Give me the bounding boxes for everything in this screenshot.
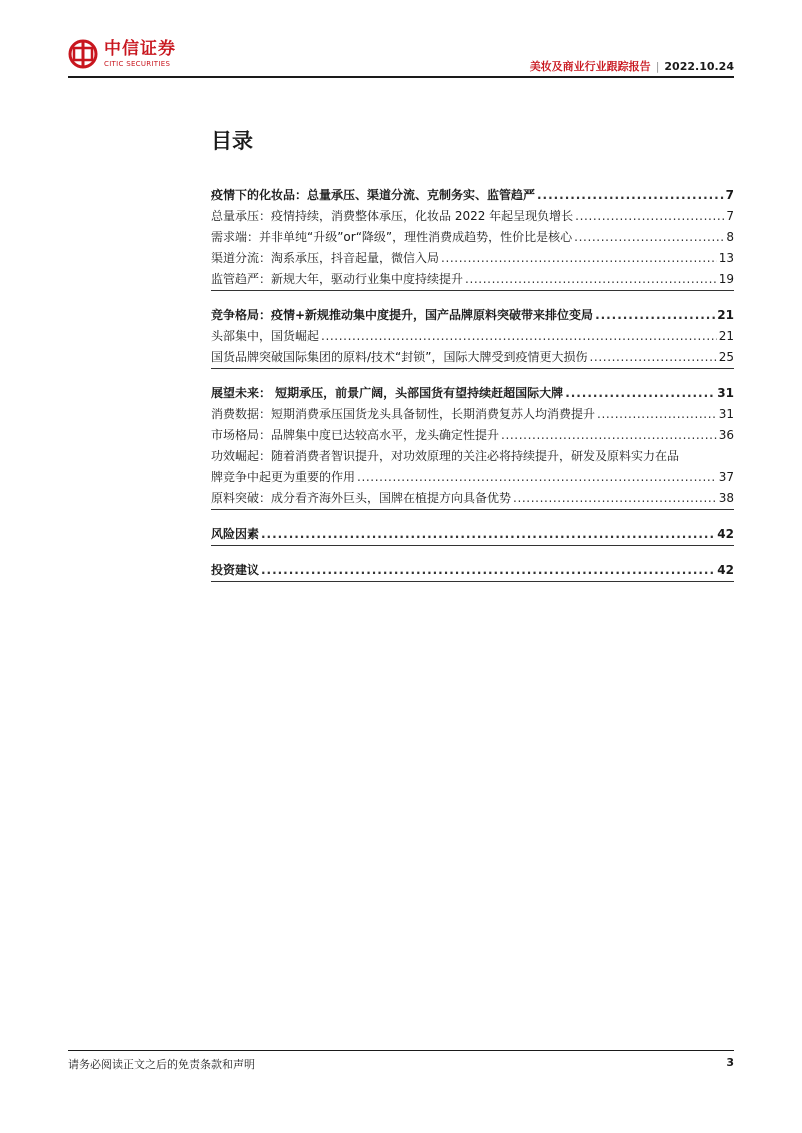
dot-leader [574,227,724,248]
toc-entry-sub[interactable] [211,488,734,509]
toc-entry-label: 功效崛起：随着消费者智识提升，对功效原理的关注必将持续提升，研发及原料实力在品 [211,449,680,463]
dot-leader [597,404,717,425]
toc-entry-label-continued: 牌竞争中起更为重要的作用 [211,470,356,484]
toc-entry-sub[interactable] [211,269,734,290]
citic-logo-icon [68,39,98,69]
dot-leader [261,560,715,581]
toc-entry-sub[interactable] [211,404,734,425]
report-title: 美妆及商业行业跟踪报告 [529,60,651,73]
toc-entry-sub[interactable] [211,446,734,488]
toc-section-1 [211,185,734,291]
dot-leader [575,206,724,227]
toc-entry-page: 8 [726,230,734,244]
dot-leader [501,425,717,446]
toc-entry-page: 36 [718,428,734,442]
toc-section-3 [211,383,734,510]
page-title: 目录 [211,129,253,153]
toc-entry-main[interactable] [211,383,734,404]
page-header [68,36,734,76]
toc-entry-label: 疫情下的化妆品：总量承压、渠道分流、克制务实、监管趋严 [211,188,536,202]
toc-entry-label: 风险因素 [211,527,260,541]
dot-leader [589,347,716,368]
dot-leader [357,467,717,488]
dot-leader [565,383,715,404]
toc-entry-sub[interactable] [211,248,734,269]
toc-entry-label: 需求端：并非单纯“升级”or“降级”，理性消费成趋势，性价比是核心 [211,230,573,244]
toc-entry-page: 21 [718,329,734,343]
toc-entry-page: 25 [718,350,734,364]
toc-entry-main[interactable] [211,524,734,545]
toc-entry-page: 42 [717,563,734,577]
toc-entry-main[interactable] [211,560,734,581]
dot-leader [513,488,717,509]
toc-entry-page: 42 [717,527,734,541]
toc-entry-main[interactable] [211,185,734,206]
report-date: 2022.10.24 [664,60,734,73]
table-of-contents [211,185,734,582]
logo-english-name: CITIC SECURITIES [104,59,171,68]
dot-leader [261,524,715,545]
toc-entry-sub[interactable] [211,347,734,368]
toc-entry-page: 13 [718,251,734,265]
toc-entry-label: 消费数据：短期消费承压国货龙头具备韧性，长期消费复苏人均消费提升 [211,407,596,421]
footer-disclaimer: 请务必阅读正文之后的免责条款和声明 [68,1058,255,1071]
toc-entry-sub[interactable] [211,425,734,446]
toc-entry-label: 原料突破：成分看齐海外巨头，国牌在植提方向具备优势 [211,491,512,505]
toc-entry-label: 市场格局：品牌集中度已达较高水平，龙头确定性提升 [211,428,500,442]
dot-leader [441,248,717,269]
dot-leader [595,305,715,326]
toc-entry-label: 头部集中，国货崛起 [211,329,320,343]
footer-divider [68,1050,734,1051]
toc-section-4 [211,524,734,546]
toc-entry-page: 21 [717,308,734,322]
header-divider [68,76,734,78]
toc-entry-page: 19 [718,272,734,286]
toc-section-5 [211,560,734,582]
toc-entry-label: 投资建议 [211,563,260,577]
page-number: 3 [726,1056,734,1069]
toc-entry-page: 7 [726,209,734,223]
toc-entry-label: 国货品牌突破国际集团的原料/技术“封锁”，国际大牌受到疫情更大损伤 [211,350,588,364]
dot-leader [537,185,724,206]
toc-entry-page: 31 [717,386,734,400]
dot-leader [321,326,717,347]
toc-entry-page: 38 [718,491,734,505]
toc-entry-sub[interactable] [211,206,734,227]
report-meta [530,58,734,74]
toc-section-2 [211,305,734,369]
toc-entry-main[interactable] [211,305,734,326]
toc-entry-label: 监管趋严：新规大年，驱动行业集中度持续提升 [211,272,464,286]
toc-entry-label: 竞争格局：疫情+新规推动集中度提升，国产品牌原料突破带来排位变局 [211,308,594,322]
toc-entry-label: 展望未来： 短期承压，前景广阔，头部国货有望持续赶超国际大牌 [211,386,564,400]
toc-entry-page: 7 [725,188,734,202]
toc-entry-sub[interactable] [211,326,734,347]
toc-entry-sub[interactable] [211,227,734,248]
logo-chinese-name: 中信证券 [104,38,176,59]
header-separator: | [655,60,660,73]
toc-entry-page: 31 [718,407,734,421]
toc-entry-page: 37 [718,470,734,484]
citic-logo [68,39,176,69]
toc-entry-label: 总量承压：疫情持续，消费整体承压，化妆品 2022 年起呈现负增长 [211,209,574,223]
toc-entry-label: 渠道分流：淘系承压，抖音起量，微信入局 [211,251,440,265]
dot-leader [465,269,717,290]
